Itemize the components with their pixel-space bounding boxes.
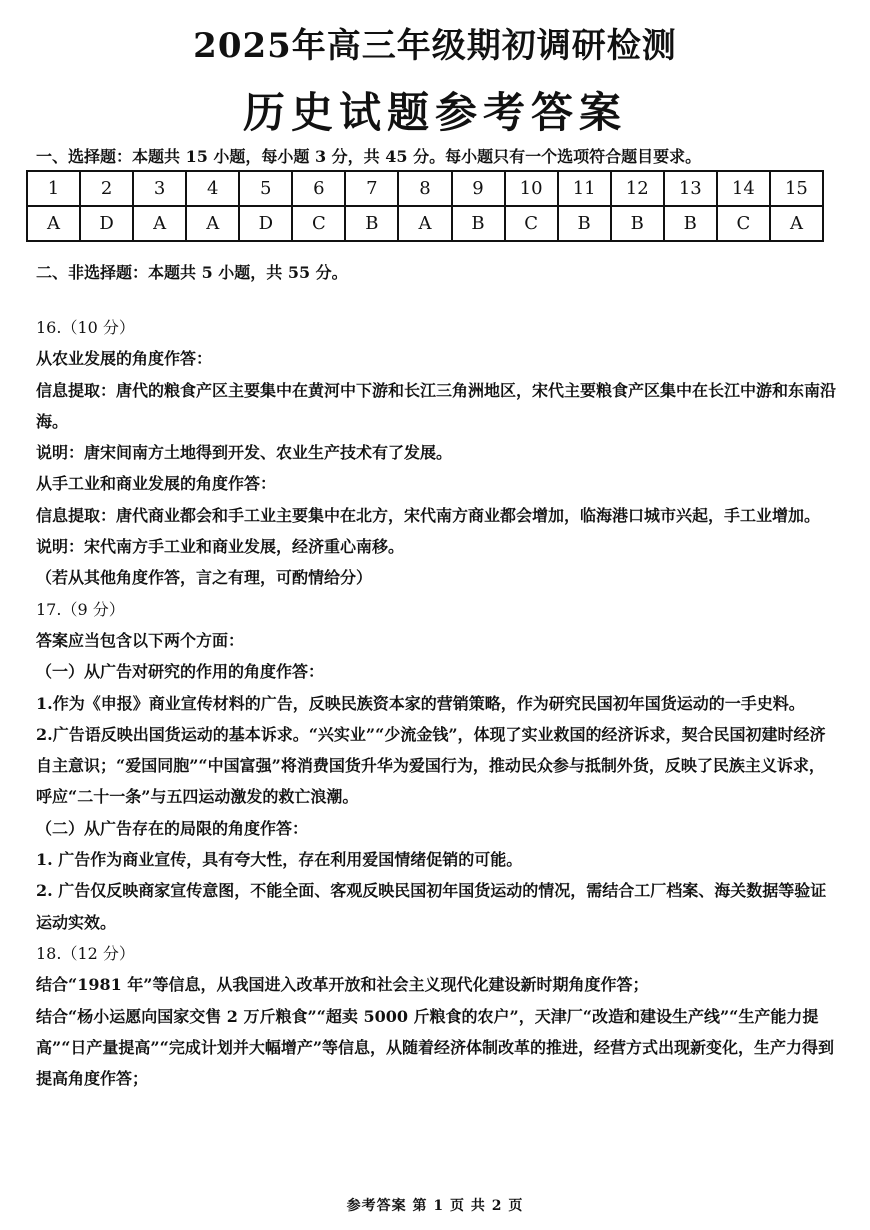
question-heading: 17.（9 分） (36, 599, 125, 619)
question-number-cell: 7 (345, 171, 398, 206)
answer-paragraph: 1.作为《申报》商业宣传材料的广告，反映民族资本家的营销策略，作为研究民国初年国货运动的一手史料。 (36, 693, 805, 713)
question-number-cell: 8 (398, 171, 451, 206)
question-number-cell: 15 (770, 171, 823, 206)
question-number-cell: 10 (505, 171, 558, 206)
answer-paragraph: （一）从广告对研究的作用的角度作答： (36, 662, 325, 682)
section-1-heading: 一、选择题：本题共 15 小题，每小题 3 分，共 45 分。每小题只有一个选项符合题目要求。 (36, 147, 702, 166)
exam-title: 2025年高三年级期初调研检测 (193, 26, 677, 66)
question-number-cell: 2 (80, 171, 133, 206)
answer-cell: B (664, 206, 717, 241)
answer-cell: A (27, 206, 80, 241)
answer-cell: D (239, 206, 292, 241)
question-heading: 18.（12 分） (36, 943, 135, 963)
answer-paragraph: 信息提取：唐代的粮食产区主要集中在黄河中下游和长江三角洲地区，宋代主要粮食产区集中在长江中游和东南沿海。 (36, 380, 837, 431)
answer-paragraph: 从农业发展的角度作答： (36, 349, 213, 369)
answer-cell: A (398, 206, 451, 241)
answer-paragraph: 结合“1981 年”等信息，从我国进入改革开放和社会主义现代化建设新时期角度作答； (36, 975, 649, 995)
answer-cell: C (505, 206, 558, 241)
answer-key-subtitle: 历史试题参考答案 (242, 88, 627, 137)
answer-cell: A (133, 206, 186, 241)
answer-paragraph: 从手工业和商业发展的角度作答： (36, 474, 277, 494)
answer-table (26, 170, 824, 242)
answer-paragraph: 说明：唐宋间南方土地得到开发、农业生产技术有了发展。 (36, 443, 453, 463)
page-footer: 参考答案 第 1 页 共 2 页 (346, 1198, 524, 1214)
answer-cell: A (770, 206, 823, 241)
question-number-cell: 9 (452, 171, 505, 206)
question-number-row (27, 171, 823, 206)
section-2-heading: 二、非选择题：本题共 5 小题，共 55 分。 (36, 263, 348, 282)
question-number-cell: 12 (611, 171, 664, 206)
answer-cell: B (558, 206, 611, 241)
answer-paragraph: 答案应当包含以下两个方面： (36, 630, 245, 650)
question-number-cell: 4 (186, 171, 239, 206)
answer-paragraph: 信息提取：唐代商业都会和手工业主要集中在北方，宋代南方商业都会增加，临海港口城市兴起，手工业增加。 (36, 505, 821, 525)
answer-cell: C (292, 206, 345, 241)
answer-cell: B (611, 206, 664, 241)
answer-paragraph: 说明：宋代南方手工业和商业发展，经济重心南移。 (36, 537, 405, 557)
answer-cell: C (717, 206, 770, 241)
question-number-cell: 14 (717, 171, 770, 206)
answer-cell: A (186, 206, 239, 241)
answer-cell: B (452, 206, 505, 241)
question-number-cell: 1 (27, 171, 80, 206)
answer-body (36, 312, 840, 1094)
question-heading: 16.（10 分） (36, 318, 135, 337)
answer-cell: B (345, 206, 398, 241)
answer-cell: D (80, 206, 133, 241)
question-number-cell: 5 (239, 171, 292, 206)
answer-paragraph: （二）从广告存在的局限的角度作答： (36, 818, 309, 838)
question-number-cell: 11 (558, 171, 611, 206)
answer-paragraph: （若从其他角度作答，言之有理，可酌情给分） (36, 568, 373, 588)
answer-paragraph: 2.广告语反映出国货运动的基本诉求。“兴实业”“少流金钱”，体现了实业救国的经济诉求，契合民国初建时经济自主意识；“爱国同胞”“中国富强”将消费国货升华为爱国行为，推动民众参与抵制外货，反映了民族主义诉求，呼应“二十一条”与五四运动激发的救亡浪潮。 (36, 724, 826, 807)
question-number-cell: 6 (292, 171, 345, 206)
answer-row (27, 206, 823, 241)
question-number-cell: 3 (133, 171, 186, 206)
question-number-cell: 13 (664, 171, 717, 206)
answer-paragraph: 1. 广告作为商业宣传，具有夸大性，存在利用爱国情绪促销的可能。 (36, 850, 523, 870)
answer-paragraph: 2. 广告仅反映商家宣传意图，不能全面、客观反映民国初年国货运动的情况，需结合工厂档案、海关数据等验证运动实效。 (36, 881, 827, 932)
answer-paragraph: 结合“杨小运愿向国家交售 2 万斤粮食”“超卖 5000 斤粮食的农户”，天津厂“改造和建设生产线”“生产能力提高”“日产量提高”“完成计划并大幅增产”等信息，从随着经济体制改革的推进，经营方式出现新变化，生产力得到提高角度作答； (36, 1006, 835, 1089)
